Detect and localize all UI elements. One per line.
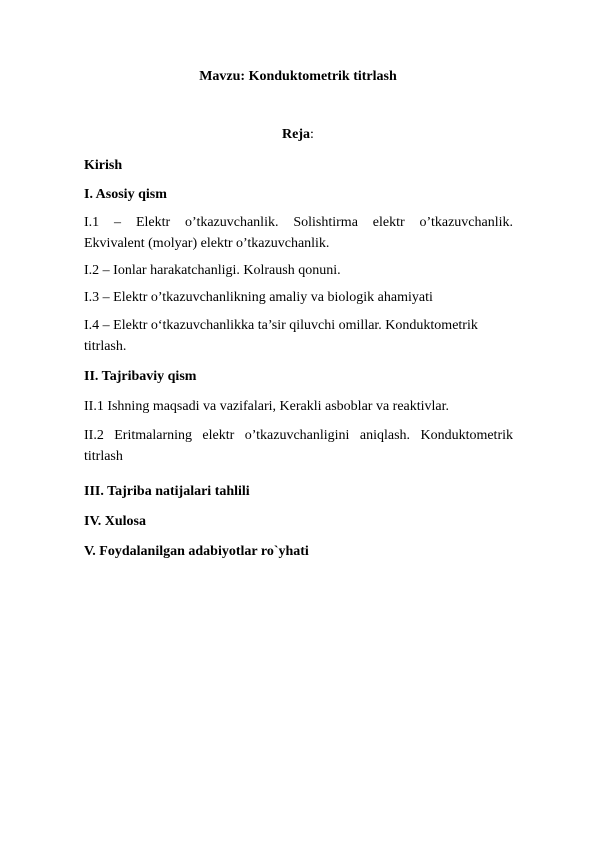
toc-item-1-2: I.2 – Ionlar harakatchanligi. Kolraush qonuni. — [84, 263, 341, 278]
toc-item-2-2-line1: II.2 Eritmalarning elektr o’tkazuvchanligini aniqlash. Konduktometrik — [84, 428, 513, 443]
plan-heading — [0, 127, 596, 143]
toc-intro: Kirish — [84, 158, 123, 173]
toc-part-4: IV. Xulosa — [84, 514, 146, 529]
plan-heading-label: Reja — [282, 127, 311, 142]
toc-part-1: I. Asosiy qism — [84, 187, 167, 202]
toc-item-1-4-line1: I.4 – Elektr o‘tkazuvchanlikka ta’sir qiluvchi omillar. Konduktometrik — [84, 318, 478, 333]
toc-item-2-1: II.1 Ishning maqsadi va vazifalari, Kerakli asboblar va reaktivlar. — [84, 399, 450, 414]
toc-item-1-3: I.3 – Elektr o’tkazuvchanlikning amaliy va biologik ahamiyati — [84, 290, 433, 305]
plan-heading-colon: : — [310, 127, 314, 142]
toc-item-1-1-line2: Ekvivalent (molyar) elektr o’tkazuvchanlik. — [84, 236, 330, 251]
toc-part-2: II. Tajribaviy qism — [84, 369, 197, 384]
page-title: Mavzu: Konduktometrik titrlash — [199, 69, 397, 84]
toc-part-3: III. Tajriba natijalari tahlili — [84, 484, 250, 499]
toc-part-5: V. Foydalanilgan adabiyotlar ro`yhati — [84, 544, 309, 559]
toc-item-1-4-line2: titrlash. — [84, 339, 127, 354]
toc-item-2-2-line2: titrlash — [84, 449, 123, 464]
toc-item-1-1-line1: I.1 – Elektr o’tkazuvchanlik. Solishtirma elektr o’tkazuvchanlik. — [84, 215, 513, 230]
